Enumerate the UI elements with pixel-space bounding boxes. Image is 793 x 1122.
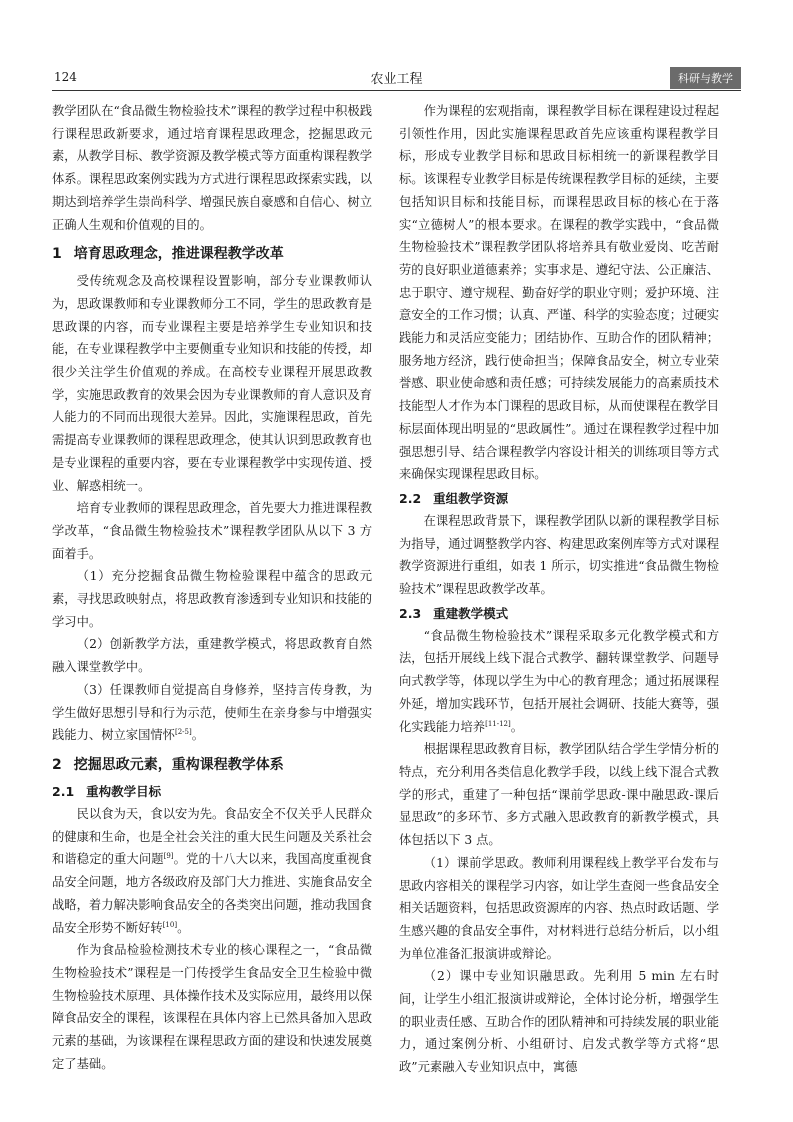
heading-number: 2.3 <box>399 605 422 621</box>
citation: [10] <box>162 920 178 929</box>
heading-number: 2.2 <box>399 490 422 506</box>
paragraph <box>52 679 372 747</box>
text: 民以食为天，食以安为先。食品安全不仅关乎人民群众的健康和生命，也是全社会关注的重大民生问题及关系社会和谐稳定的重大问题 <box>52 806 372 867</box>
paragraph: （1）课前学思政。教师利用课程线上教学平台发布与思政内容相关的课程学习内容，如让学生查阅一些食品安全相关话题资料，包括思政资源库的内容、热点时政话题、学生感兴趣的食品安全事件，对材料进行总结分析后，以小组为单位准备汇报演讲或辩论。 <box>399 855 719 961</box>
heading-2-2 <box>399 488 719 510</box>
page-header <box>52 64 741 91</box>
text: 。 <box>191 728 205 743</box>
paragraph: 根据课程思政教育目标，教学团队结合学生学情分析的特点，充分利用各类信息化教学手段，以线上线下混合式教学的形式，重建了一种包括“课前学思政-课中融思政-课后显思政”的多环节、多方式融入思政教育的新教学模式，具体包括以下 3 点。 <box>399 742 719 848</box>
paragraph: 作为课程的宏观指南，课程教学目标在课程建设过程起引领性作用，因此实施课程思政首先应该重构课程教学目标，形成专业教学目标和思政目标相统一的新课程教学目标。该课程专业教学目标是传统课程教学目标的延续，主要包括知识目标和技能目标，而课程思政目标的核心在于落实“立德树人”的根本要求。在课程的教学实践中，“食品微生物检验技术”课程教学团队将培养具有敬业爱岗、吃苦耐劳的良好职业道德素养；实事求是、遵纪守法、公正廉洁、忠于职守、遵守规程、勤奋好学的职业守则；爱护环境、注意安全的工作习惯；认真、严谨、科学的实验态度；过硬实践能力和灵活应变能力；团结协作、互助合作的团队精神；服务地方经济，践行使命担当；保障食品安全，树立专业荣誉感、职业使命感和责任感；可持续发展能力的高素质技术技能型人才作为本门课程的思政目标，从而使课程在教学目标层面体现出明显的“思政属性”。通过在课程教学过程中加强思想引导、结合课程教学内容设计相关的训练项目等方式来确保实现课程思政目标。 <box>399 104 719 482</box>
paragraph: （2）创新教学方法，重建教学模式，将思政教育自然融入课堂教学中。 <box>52 637 372 675</box>
paragraph: 受传统观念及高校课程设置影响，部分专业课教师认为，思政课教师和专业课教师分工不同，学生的思政教育是思政课的内容，而专业课程主要是培养学生专业知识和技能，在专业课程教学中主要侧重专业知识和技能的传授，却很少关注学生价值观的养成。在高校专业课程开展思政教学，实施思政教育的效果会因为专业课教师的育人意识及育人能力的不同而出现很大差异。因此，实施课程思政，首先需提高专业课教师的课程思政理念，使其认识到思政教育也是专业课程的重要内容，要在专业课程教学中实现传道、授业、解惑相统一。 <box>52 274 372 493</box>
text: 。 <box>177 920 190 935</box>
paragraph: 作为食品检验检测技术专业的核心课程之一，“食品微生物检验技术”课程是一门传授学生食品安全卫生检验中微生物检验技术原理、具体操作技术及实际应用，最终用以保障食品安全的课程，该课程在具体内容上已然具备加入思政元素的基础，为该课程在课程思政方面的建设和快速发展奠定了基础。 <box>52 943 372 1071</box>
paragraph <box>52 803 372 939</box>
citation: [2-5] <box>174 728 192 737</box>
citation: [9] <box>163 852 174 861</box>
right-column <box>399 100 719 1079</box>
heading-2-1 <box>52 781 372 803</box>
paragraph: （2）课中专业知识融思政。先利用 5 min 左右时间，让学生小组汇报演讲或辩论，全体讨论分析，增强学生的职业责任感、互助合作的团队精神和可持续发展的职业能力，通过案例分析、小组研讨、启发式教学等方式将“思政”元素融入专业知识点中，寓德 <box>399 969 719 1075</box>
heading-2 <box>52 753 372 777</box>
heading-2-3 <box>399 603 719 625</box>
heading-text: 重组教学资源 <box>433 490 509 506</box>
journal-name: 农业工程 <box>370 72 423 87</box>
section-badge: 科研与教学 <box>670 67 741 89</box>
heading-number: 1 <box>52 246 62 263</box>
heading-text: 培育思政理念，推进课程教学改革 <box>73 246 284 263</box>
left-column <box>52 100 372 1075</box>
citation: [11-12] <box>485 719 511 728</box>
heading-text: 重构教学目标 <box>86 783 162 799</box>
text: 。 <box>510 719 524 734</box>
text: 。党的十八大以来，我国高度重视食品安全问题，地方各级政府及部门大力推进、实施食品安全战略，着力解决影响食品安全的各类突出问题，推动我国食品安全形势不断好转 <box>52 852 372 935</box>
heading-text: 重建教学模式 <box>433 605 509 621</box>
paragraph: （1）充分挖掘食品微生物检验课程中蕴含的思政元素，寻找思政映射点，将思政教育渗透到专业知识和技能的学习中。 <box>52 569 372 629</box>
paragraph: 教学团队在“食品微生物检验技术”课程的教学过程中积极践行课程思政新要求，通过培育课程思政理念，挖掘思政元素，从教学目标、教学资源及教学模式等方面重构课程教学体系。课程思政案例实践为方式进行课程思政探索实践，以期达到培养学生崇尚科学、增强民族自豪感和自信心、树立正确人生观和价值观的目的。 <box>52 104 372 232</box>
heading-number: 2.1 <box>52 783 75 799</box>
heading-number: 2 <box>52 756 62 773</box>
heading-text: 挖掘思政元素，重构课程教学体系 <box>73 756 284 773</box>
page-number: 124 <box>54 70 77 84</box>
paragraph <box>399 625 719 739</box>
paragraph: 培育专业教师的课程思政理念，首先要大力推进课程教学改革，“食品微生物检验技术”课程教学团队从以下 3 方面着手。 <box>52 501 372 561</box>
paragraph: 在课程思政背景下，课程教学团队以新的课程教学目标为指导，通过调整教学内容、构建思政案例库等方式对课程教学资源进行重组，如表 1 所示，切实推进“食品微生物检验技术”课程思政教学改革。 <box>399 513 719 597</box>
text: “食品微生物检验技术”课程采取多元化教学模式和方法，包括开展线上线下混合式教学、翻转课堂教学、问题导向式教学等，体现以学生为中心的教育理念；通过拓展课程外延，增加实践环节，包括开展社会调研、技能大赛等，强化实践能力培养 <box>399 628 719 734</box>
heading-1 <box>52 242 372 266</box>
text: （3）任课教师自觉提高自身修养，坚持言传身教，为学生做好思想引导和行为示范，使师生在亲身参与中增强实践能力、树立家国情怀 <box>52 682 372 743</box>
